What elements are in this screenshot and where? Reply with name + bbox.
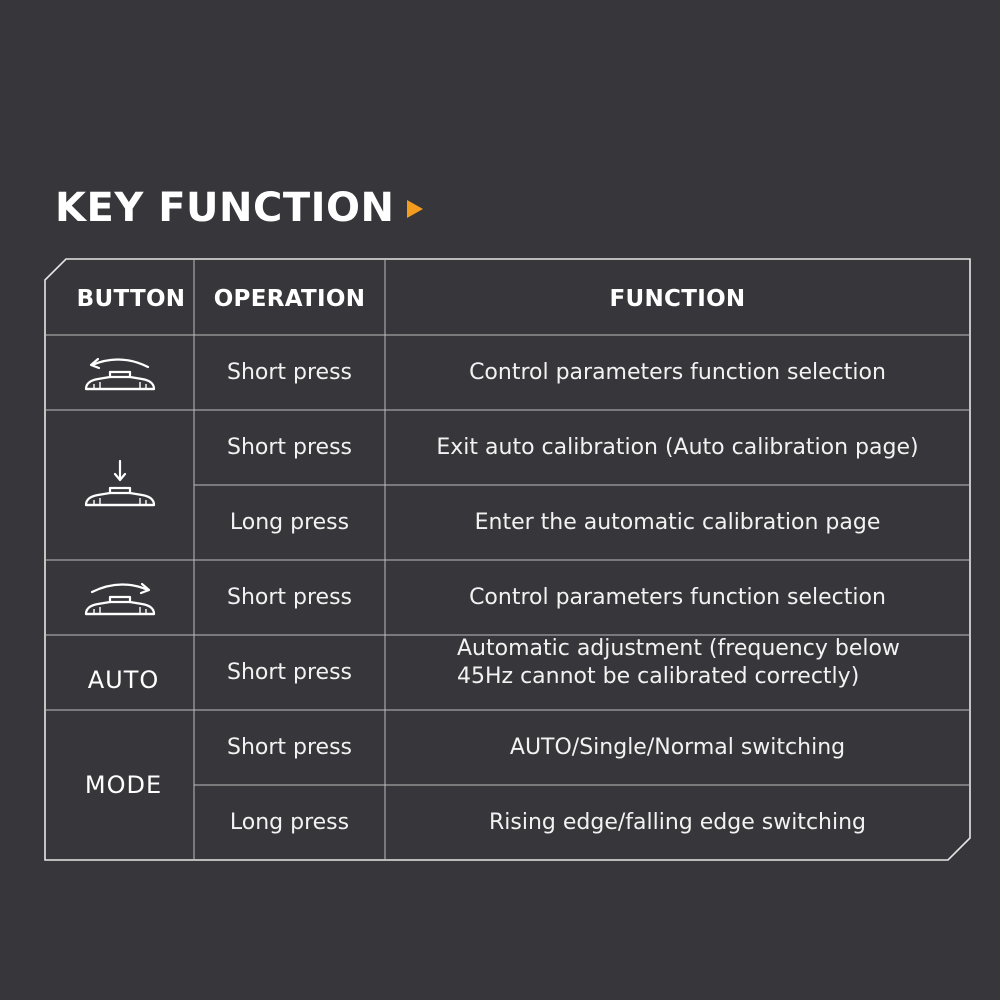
operation-cell: Short press (226, 360, 353, 385)
operation-cell: Short press (226, 585, 353, 610)
function-cell (385, 635, 970, 710)
button-cell-mode: MODE (84, 771, 163, 799)
function-cell: Rising edge/falling edge switching (489, 809, 866, 835)
function-cell: Control parameters function selection (469, 584, 886, 610)
play-arrow-icon (407, 200, 423, 218)
rotate-left-icon (80, 351, 160, 395)
title-text: KEY FUNCTION (55, 185, 395, 231)
operation-cell: Long press (229, 810, 350, 835)
button-cell-rotate-right (45, 560, 194, 635)
operation-cell: Short press (226, 660, 353, 685)
button-cell-auto: AUTO (87, 666, 160, 694)
function-line-1: Automatic adjustment (frequency below (457, 636, 900, 661)
operation-cell: Short press (226, 735, 353, 760)
header-button: BUTTON (76, 285, 186, 312)
function-cell: Enter the automatic calibration page (474, 509, 881, 535)
header-operation: OPERATION (213, 285, 366, 312)
operation-cell: Long press (229, 510, 350, 535)
function-cell: Exit auto calibration (Auto calibration page) (436, 434, 919, 460)
button-cell-rotate-left (45, 335, 194, 410)
page-title (55, 185, 423, 231)
function-line-2: 45Hz cannot be calibrated correctly) (457, 664, 860, 689)
press-down-icon (80, 459, 160, 511)
function-cell: Control parameters function selection (469, 359, 886, 385)
button-cell-press-down (45, 410, 194, 560)
header-function: FUNCTION (609, 285, 746, 312)
operation-cell: Short press (226, 435, 353, 460)
function-cell: AUTO/Single/Normal switching (509, 734, 846, 760)
rotate-right-icon (80, 576, 160, 620)
